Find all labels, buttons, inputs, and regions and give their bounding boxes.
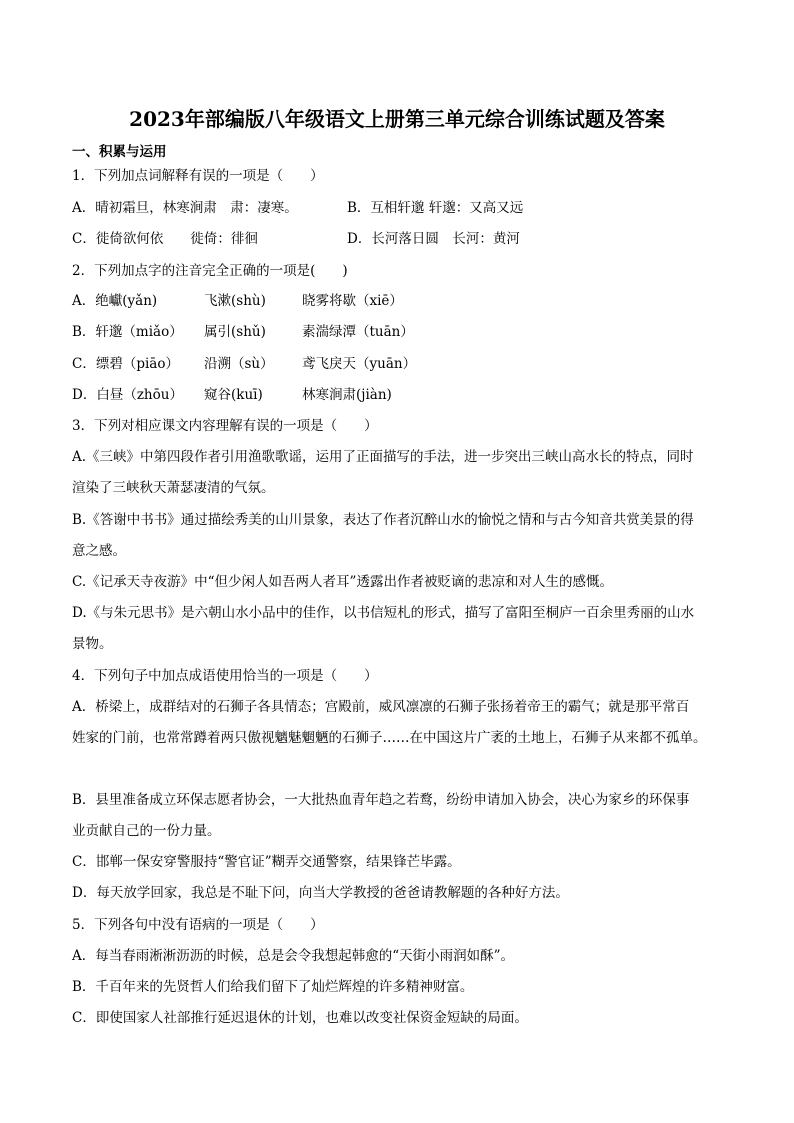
question-1-option-a: A．晴初霜旦，林寒涧肃 肃：凄寒。 bbox=[72, 200, 298, 216]
question-3-option-a-line2: 渲染了三峡秋天萧瑟凄清的气氛。 bbox=[72, 480, 275, 496]
question-2-d-3: 林寒涧肃(jiàn) bbox=[302, 387, 392, 403]
question-4-stem: 4．下列句子中加点成语使用恰当的一项是（ ） bbox=[72, 668, 378, 684]
question-5-stem: 5．下列各句中没有语病的一项是（ ） bbox=[72, 917, 324, 933]
question-2-stem: 2．下列加点字的注音完全正确的一项是( ) bbox=[72, 263, 348, 279]
question-5-option-b: B．千百年来的先贤哲人们给我们留下了灿烂辉煌的许多精神财富。 bbox=[72, 979, 474, 995]
question-2-b-2: 属引(shǔ) bbox=[204, 324, 266, 340]
question-1-option-c: C．徙倚欲何依 徙倚：徘徊 bbox=[72, 231, 258, 247]
question-4-option-a-line2: 姓家的门前，也常常蹲着两只傲视魑魅魍魉的石狮子……在中国这片广袤的土地上，石狮子从来都不孤单。 bbox=[72, 730, 707, 746]
question-3-option-b-line1: B.《答谢中书书》通过描绘秀美的山川景象，表达了作者沉醉山水的愉悦之情和与古今知音共赏美景的得 bbox=[72, 512, 694, 528]
question-2-b-3: 素湍绿潭（tuān） bbox=[302, 324, 414, 340]
question-3-option-d-line2: 景物。 bbox=[72, 636, 113, 652]
question-4-option-c: C．邯郸一保安穿警服持“警官证”糊弄交通警察，结果锋芒毕露。 bbox=[72, 854, 461, 870]
question-2-c-2: 沿溯（sù） bbox=[204, 356, 274, 372]
question-4-option-b-line2: 业贡献自己的一份力量。 bbox=[72, 823, 221, 839]
question-2-b-1: B．轩邈（miǎo） bbox=[72, 324, 183, 340]
page-title: 2023年部编版八年级语文上册第三单元综合训练试题及答案 bbox=[129, 107, 665, 131]
question-1-stem: 1．下列加点词解释有误的一项是（ ） bbox=[72, 168, 324, 184]
question-2-a-3: 晓雾将歇（xiē） bbox=[302, 293, 403, 309]
question-3-option-a-line1: A.《三峡》中第四段作者引用渔歌歌谣，运用了正面描写的手法，进一步突出三峡山高水长的特点，同时 bbox=[72, 449, 694, 465]
question-2-c-1: C．缥碧（piāo） bbox=[72, 356, 179, 372]
question-2-d-1: D．白昼（zhōu） bbox=[72, 387, 183, 403]
question-2-a-2: 飞漱(shù) bbox=[204, 293, 266, 309]
question-2-d-2: 窥谷(kuī) bbox=[204, 387, 263, 403]
question-3-option-c: C.《记承天寺夜游》中“但少闲人如吾两人者耳”透露出作者被贬谪的悲凉和对人生的感慨。 bbox=[72, 574, 613, 590]
question-4-option-a-line1: A．桥梁上，成群结对的石狮子各具情态；宫殿前，威风凛凛的石狮子张扬着帝王的霸气；就是那平常百 bbox=[72, 699, 690, 715]
question-3-option-d-line1: D.《与朱元思书》是六朝山水小品中的佳作，以书信短札的形式，描写了富阳至桐庐一百余里秀丽的山水 bbox=[72, 605, 695, 621]
section-heading: 一、积累与运用 bbox=[72, 144, 167, 160]
question-4-option-b-line1: B．县里准备成立环保志愿者协会，一大批热血青年趋之若鹜，纷纷申请加入协会，决心为家乡的环保事 bbox=[72, 792, 690, 808]
question-3-option-b-line2: 意之感。 bbox=[72, 543, 126, 559]
question-2-c-3: 鸢飞戾天（yuān） bbox=[302, 356, 417, 372]
question-5-option-a: A．每当春雨淅淅沥沥的时候，总是会令我想起韩愈的“天街小雨润如酥”。 bbox=[72, 948, 515, 964]
question-5-option-c: C．即使国家人社部推行延迟退休的计划，也难以改变社保资金短缺的局面。 bbox=[72, 1010, 528, 1026]
question-1-option-d: D．长河落日圆 长河：黄河 bbox=[347, 231, 520, 247]
question-2-a-1: A．绝巘(yǎn) bbox=[72, 293, 158, 309]
question-3-stem: 3．下列对相应课文内容理解有误的一项是（ ） bbox=[72, 418, 378, 434]
question-4-option-d: D．每天放学回家，我总是不耻下问，向当大学教授的爸爸请教解题的各种好方法。 bbox=[72, 885, 569, 901]
question-1-option-b: B．互相轩邈 轩邈：又高又远 bbox=[347, 200, 524, 216]
